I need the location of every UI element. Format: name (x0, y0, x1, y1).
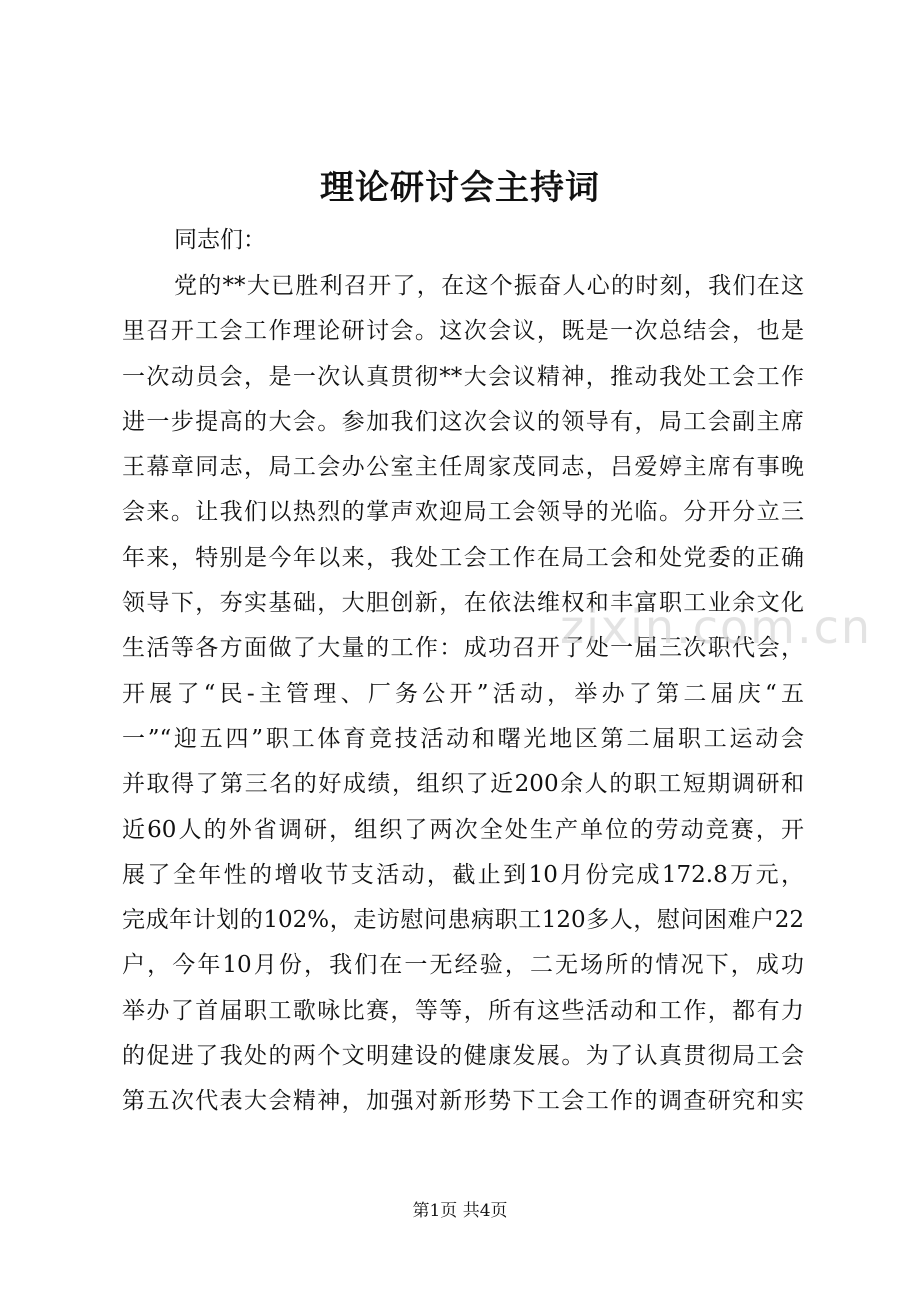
paragraph-line: 生活等各方面做了大量的工作：成功召开了处一届三次职代会， (122, 635, 804, 662)
paragraph-line: 近60人的外省调研，组织了两次全处生产单位的劳动竞赛，开 (122, 816, 804, 843)
body-paragraph (122, 264, 804, 1125)
paragraph-line: 的促进了我处的两个文明建设的健康发展。为了认真贯彻局工会 (122, 1043, 804, 1070)
paragraph-line: 一”“迎五四”职工体育竞技活动和曙光地区第二届职工运动会 (122, 725, 804, 752)
paragraph-line: 里召开工会工作理论研讨会。这次会议，既是一次总结会，也是 (122, 318, 804, 345)
paragraph-line: 举办了首届职工歌咏比赛，等等，所有这些活动和工作，都有力 (122, 997, 804, 1024)
paragraph-line: 户，今年10月份，我们在一无经验，二无场所的情况下，成功 (122, 952, 804, 979)
document-title: 理论研讨会主持词 (320, 168, 600, 208)
paragraph-line: 党的**大已胜利召开了，在这个振奋人心的时刻，我们在这 (174, 273, 804, 299)
paragraph-line: 年来，特别是今年以来，我处工会工作在局工会和处党委的正确 (122, 544, 804, 571)
paragraph-line: 开展了“民-主管理、厂务公开”活动，举办了第二届庆“五 (122, 680, 804, 707)
paragraph-line: 一次动员会，是一次认真贯彻**大会议精神，推动我处工会工作 (122, 363, 804, 390)
paragraph-line: 会来。让我们以热烈的掌声欢迎局工会领导的光临。分开分立三 (122, 499, 804, 526)
paragraph-line: 并取得了第三名的好成绩，组织了近200余人的职工短期调研和 (122, 771, 804, 798)
paragraph-line: 完成年计划的102%，走访慰问患病职工120多人，慰问困难户22 (122, 907, 804, 934)
paragraph-line: 王幕章同志，局工会办公室主任周家茂同志，吕爱婷主席有事晚 (122, 454, 804, 481)
page-footer: 第1页 共4页 (412, 1201, 508, 1221)
paragraph-line: 第五次代表大会精神，加强对新形势下工会工作的调查研究和实 (122, 1088, 804, 1115)
watermark: zixin.com.cn (560, 600, 873, 654)
paragraph-line: 进一步提高的大会。参加我们这次会议的领导有，局工会副主席 (122, 408, 804, 435)
salutation: 同志们： (174, 227, 266, 253)
paragraph-line: 展了全年性的增收节支活动，截止到10月份完成172.8万元， (122, 861, 804, 888)
paragraph-line: 领导下，夯实基础，大胆创新，在依法维权和丰富职工业余文化 (122, 590, 804, 617)
